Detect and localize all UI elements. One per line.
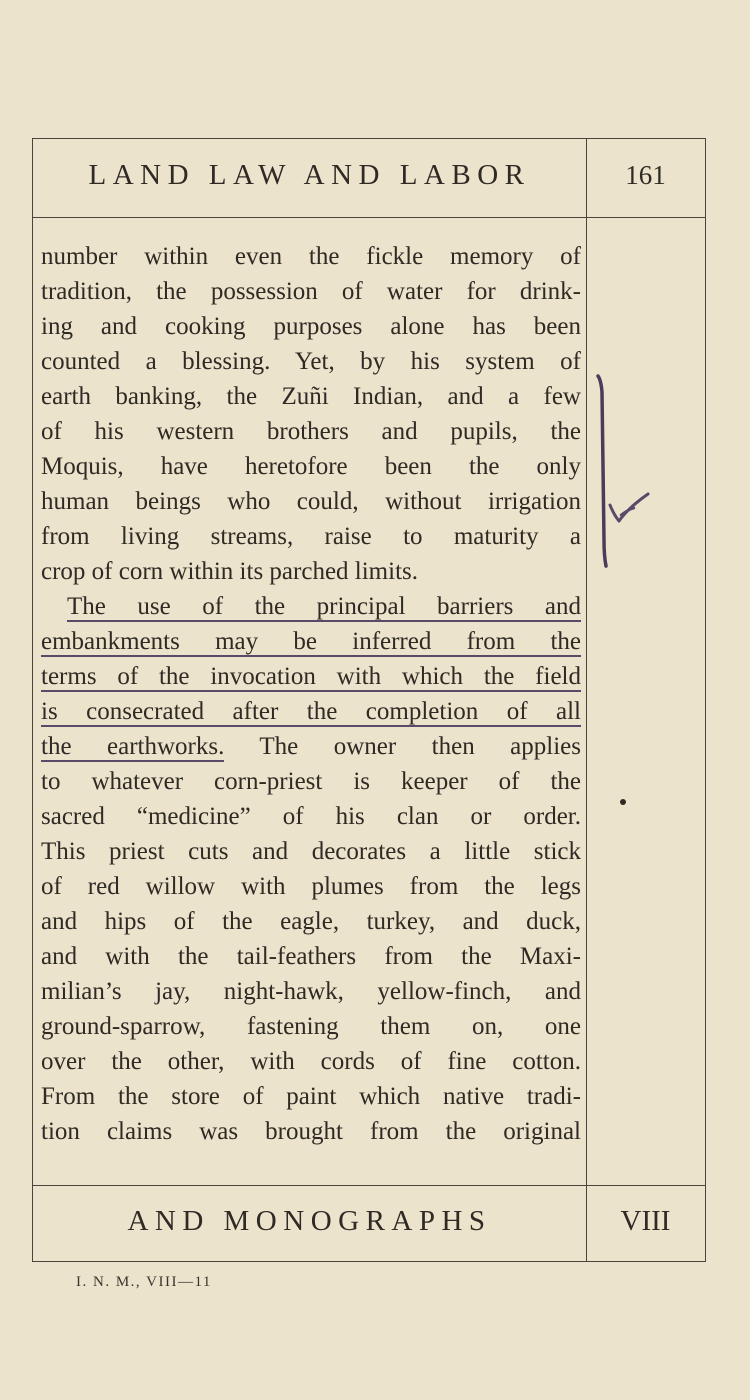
text-line: of red willow with plumes from the legs: [41, 873, 581, 900]
text-line: and with the tail-feathers from the Maxi-: [41, 943, 581, 970]
text-line: crop of corn within its parched limits.: [41, 558, 419, 585]
text-line: Moquis, have heretofore been the only: [41, 453, 581, 480]
text-line: ground-sparrow, fastening them on, one: [41, 1013, 581, 1040]
pencil-underline: The use of the principal barriers and: [67, 593, 581, 620]
text-line: sacred “medicine” of his clan or order.: [41, 803, 581, 830]
body-text: [41, 239, 581, 1149]
text-line: tradition, the possession of water for drink-: [41, 278, 581, 305]
text-line: over the other, with cords of fine cotton.: [41, 1048, 581, 1075]
margin-column-rule: [586, 139, 587, 1261]
text-line: tion claims was brought from the original: [41, 1118, 581, 1145]
text-line: counted a blessing. Yet, by his system of: [41, 348, 581, 375]
text-line: ing and cooking purposes alone has been: [41, 313, 581, 340]
text-line: to whatever corn-priest is keeper of the: [41, 768, 581, 795]
underlined-line: [41, 624, 581, 659]
footer-rule: [33, 1185, 705, 1186]
text-line: human beings who could, without irrigation: [41, 488, 581, 515]
text-line: from living streams, raise to maturity a: [41, 523, 581, 550]
page-frame: [32, 138, 706, 1262]
volume-number: VIII: [620, 1205, 671, 1237]
text-line: number within even the fickle memory of: [41, 243, 581, 270]
page-number: 161: [625, 160, 666, 190]
running-title: LAND LAW AND LABOR: [88, 159, 531, 191]
text-line: earth banking, the Zuñi Indian, and a few: [41, 383, 581, 410]
pencil-underline: the earthworks.: [41, 733, 225, 760]
pencil-underline: is consecrated after the completion of all: [41, 698, 581, 725]
header-rule: [33, 217, 705, 218]
text-line: of his western brothers and pupils, the: [41, 418, 581, 445]
series-title: AND MONOGRAPHS: [127, 1205, 492, 1237]
text-line: From the store of paint which native tradi-: [41, 1083, 581, 1110]
text-line: milian’s jay, night-hawk, yellow-finch, and: [41, 978, 581, 1005]
pencil-underline: terms of the invocation with which the field: [41, 663, 581, 690]
text-line: and hips of the eagle, turkey, and duck,: [41, 908, 581, 935]
underlined-line: [41, 694, 581, 729]
text-line: [41, 729, 581, 764]
pencil-underline: embankments may be inferred from the: [41, 628, 581, 655]
signature-mark: I. N. M., VIII—11: [76, 1274, 212, 1290]
text-line: This priest cuts and decorates a little stick: [41, 838, 581, 865]
text-segment: The owner then applies: [224, 733, 581, 760]
underlined-line: [41, 589, 581, 624]
underlined-line: [41, 659, 581, 694]
